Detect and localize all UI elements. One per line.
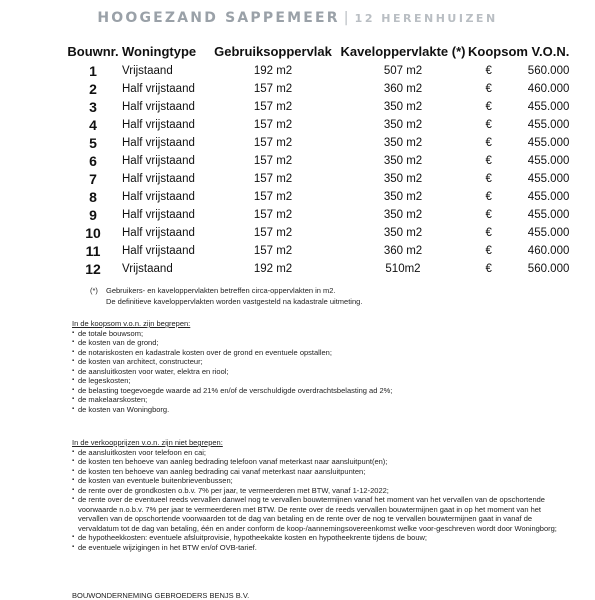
list-item: ▪ de eventuele wijzigingen in het BTW en/of OVB-tarief. [72,543,572,553]
list-item: ▪ de kosten van eventuele buitenbrievenbussen; [72,476,572,486]
plot-area: 360 m2 [383,83,423,95]
plot-area: 507 m2 [383,65,423,77]
purchase-price: 455.000 [527,173,570,185]
currency-symbol: € [485,137,492,149]
table-row [66,134,569,152]
footnote-line-1: Gebruikers- en kaveloppervlakten betreffen circa-oppervlakten in m2. [106,286,336,295]
list-item: ▪ de kosten ten behoeve van aanleg bedrading telefoon vanaf meterkast naar aansluitpunt(en); [72,457,572,467]
column-header-woningtype: Woningtype [122,43,197,59]
house-number: 7 [89,171,97,187]
purchase-price: 455.000 [527,137,570,149]
table-row [66,62,569,80]
list-item: ▪ de rente over de eventueel reeds vervallen danwel nog te vervallen bouwtermijnen vanaf het moment van het vervallen van de opschortende voorwaarde n.o.b.v. 7% per jaar te vermeerderen met BTW. De rente over de reeds vervallen bouwtermijnen gaat in op het moment van het vervallen van de opschortende voorwaarden tot de dag van betaling en de rente over de nog te vervallen bouwtermijnen gaat in vanaf de vervaldatum tot de dag van betaling, één en ander conform de koop-/aannemingsovereenkomst welke voor-geschreven wordt door Woningborg; [72,495,572,533]
currency-symbol: € [485,83,492,95]
plot-area: 350 m2 [383,155,423,167]
table-row [66,80,569,98]
house-type: Half vrijstaand [122,227,195,239]
plot-area: 350 m2 [383,119,423,131]
header-separator: | [343,10,351,26]
column-header-koopsom: Koopsom V.O.N. [468,43,570,59]
usable-area: 157 m2 [253,101,293,113]
project-title: HOOGEZAND SAPPEMEER [97,10,340,26]
list-item: ▪ de makelaarskosten; [72,395,572,405]
currency-symbol: € [485,101,492,113]
house-number: 8 [89,189,97,205]
footnote-line-2: De definitieve kaveloppervlakten worden vastgesteld na kadastrale uitmeting. [106,297,363,306]
table-row [66,224,569,242]
plot-area: 350 m2 [383,191,423,203]
table-row [66,206,569,224]
plot-area: 350 m2 [383,227,423,239]
house-number: 1 [89,63,97,79]
usable-area: 157 m2 [253,227,293,239]
currency-symbol: € [485,227,492,239]
list-item: ▪ de kosten van Woningborg. [72,405,572,415]
house-number: 4 [89,117,97,133]
house-type: Half vrijstaand [122,191,195,203]
table-row [66,116,569,134]
house-type: Half vrijstaand [122,137,195,149]
usable-area: 157 m2 [253,137,293,149]
purchase-price: 455.000 [527,119,570,131]
purchase-price: 455.000 [527,191,570,203]
usable-area: 157 m2 [253,119,293,131]
house-type: Half vrijstaand [122,119,195,131]
table-row [66,170,569,188]
table-row [66,98,569,116]
purchase-price: 455.000 [527,155,570,167]
house-type: Vrijstaand [122,65,173,77]
column-header-gebruiksoppervlak: Gebruiksoppervlak [214,43,332,59]
excluded-section [72,438,572,552]
list-item: ▪ de rente over de grondkosten o.b.v. 7% per jaar, te vermeerderen met BTW, vanaf 1-12-2022; [72,486,572,496]
house-number: 11 [85,243,101,259]
price-table [66,40,569,278]
project-subtitle: 12 HERENHUIZEN [354,12,498,25]
house-number: 5 [89,135,97,151]
usable-area: 157 m2 [253,191,293,203]
house-type: Half vrijstaand [122,101,195,113]
currency-symbol: € [485,263,492,275]
house-type: Half vrijstaand [122,209,195,221]
currency-symbol: € [485,65,492,77]
house-number: 9 [89,207,97,223]
purchase-price: 455.000 [527,209,570,221]
excluded-list [72,448,572,553]
usable-area: 192 m2 [253,263,293,275]
list-item: ▪ de totale bouwsom; [72,329,572,339]
purchase-price: 560.000 [527,65,570,77]
document-header [0,10,595,26]
list-item: ▪ de kosten van de grond; [72,338,572,348]
list-item: ▪ de aansluitkosten voor water, elektra en riool; [72,367,572,377]
footnote-mark: (*) [90,286,98,295]
usable-area: 157 m2 [253,155,293,167]
usable-area: 157 m2 [253,209,293,221]
house-type: Half vrijstaand [122,155,195,167]
house-number: 2 [89,81,97,97]
purchase-price: 460.000 [527,83,570,95]
table-row [66,188,569,206]
plot-area: 350 m2 [383,137,423,149]
purchase-price: 455.000 [527,101,570,113]
list-item: ▪ de kosten van architect, constructeur; [72,357,572,367]
usable-area: 157 m2 [253,245,293,257]
house-number: 10 [85,225,101,241]
plot-area: 350 m2 [383,101,423,113]
included-title: In de koopsom v.o.n. zijn begrepen: [72,319,191,328]
plot-area: 350 m2 [383,209,423,221]
table-row [66,152,569,170]
usable-area: 192 m2 [253,65,293,77]
table-row [66,242,569,260]
currency-symbol: € [485,155,492,167]
plot-area: 510m2 [385,263,421,275]
column-header-bouwnr: Bouwnr. [67,43,119,59]
usable-area: 157 m2 [253,173,293,185]
excluded-title: In de verkoopprijzen v.o.n. zijn niet begrepen: [72,438,223,447]
house-type: Half vrijstaand [122,83,195,95]
currency-symbol: € [485,119,492,131]
purchase-price: 560.000 [527,263,570,275]
house-type: Half vrijstaand [122,245,195,257]
list-item: ▪ de legeskosten; [72,376,572,386]
company-line: BOUWONDERNEMING GEBROEDERS BENJS B.V. [72,591,250,600]
currency-symbol: € [485,173,492,185]
table-header-row [66,40,569,62]
currency-symbol: € [485,191,492,203]
list-item: ▪ de belasting toegevoegde waarde ad 21% en/of de verschuldigde overdrachtsbelasting ad 2%; [72,386,572,396]
list-item: ▪ de kosten ten behoeve van aanleg bedrading cai vanaf meterkast naar aansluitpunten; [72,467,572,477]
list-item: ▪ de notariskosten en kadastrale kosten over de grond en eventuele opstallen; [72,348,572,358]
plot-area: 360 m2 [383,245,423,257]
plot-area: 350 m2 [383,173,423,185]
list-item: ▪ de aansluitkosten voor telefoon en cai; [72,448,572,458]
footnote [90,285,362,307]
house-type: Half vrijstaand [122,173,195,185]
list-item: ▪ de hypotheekkosten: eventuele afsluitprovisie, hypotheekakte kosten en hypotheekrente tijdens de bouw; [72,533,572,543]
usable-area: 157 m2 [253,83,293,95]
house-number: 6 [89,153,97,169]
included-list [72,329,572,415]
purchase-price: 455.000 [527,227,570,239]
house-type: Vrijstaand [122,263,173,275]
purchase-price: 460.000 [527,245,570,257]
currency-symbol: € [485,209,492,221]
house-number: 3 [89,99,97,115]
column-header-kaveloppervlakte: Kaveloppervlakte (*) [340,43,466,59]
currency-symbol: € [485,245,492,257]
table-row [66,260,569,278]
included-section [72,319,572,414]
house-number: 12 [85,261,101,277]
